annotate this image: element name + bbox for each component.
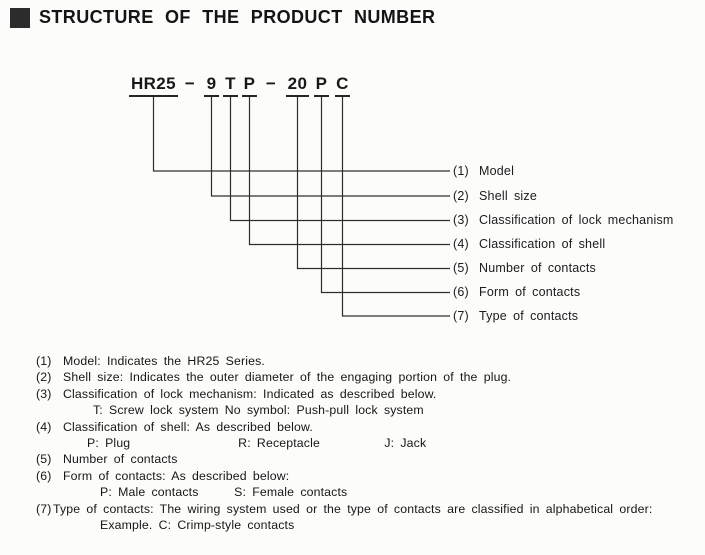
note-subitem: T: Screw lock system [93, 403, 219, 418]
note-body: Shell size: Indicates the outer diameter of the engaging portion of the plug. [63, 370, 512, 385]
code-segment-shell-size: 9 [204, 74, 219, 97]
diagram-label-shell-size [453, 188, 537, 205]
note-4-subitems [36, 435, 705, 451]
label-text: Form of contacts [479, 285, 581, 299]
diagram-label-lock-mechanism [453, 212, 674, 229]
connector-line-3 [231, 97, 451, 221]
code-segment-contact-type: C [335, 74, 350, 97]
code-segment-contact-count: 20 [286, 74, 309, 97]
connector-line-6 [322, 97, 451, 293]
note-body: Type of contacts: The wiring system used or the type of contacts are classified in alphabetical order: [53, 501, 653, 516]
note-number: (4) [36, 419, 52, 434]
diagram-label-contact-form [453, 284, 580, 301]
note-5 [36, 451, 705, 467]
note-body: Form of contacts: As described below: [63, 468, 290, 483]
note-subitem: P: Male contacts [100, 485, 199, 500]
note-1 [36, 353, 705, 369]
code-segment-separator: − [184, 74, 196, 93]
note-subitem: S: Female contacts [234, 485, 348, 500]
note-number: (5) [36, 452, 52, 467]
note-6-subitems [36, 484, 705, 500]
note-subitem: R: Receptacle [238, 436, 320, 451]
note-2 [36, 369, 705, 385]
label-number: (7) [453, 308, 469, 323]
note-body: Classification of shell: As described below. [63, 419, 313, 434]
connector-line-5 [298, 97, 451, 269]
note-number: (1) [36, 354, 52, 368]
note-7-subitems [36, 517, 705, 533]
note-3-subitems [36, 402, 705, 418]
connector-line-2 [212, 97, 451, 196]
code-segment-lock-mechanism: T [223, 74, 238, 97]
diagram-label-contact-count [453, 260, 596, 277]
note-7 [36, 501, 705, 517]
label-text: Number of contacts [479, 261, 596, 275]
label-number: (4) [453, 237, 469, 251]
note-number: (7) [36, 501, 52, 516]
note-6 [36, 468, 705, 484]
label-number: (2) [453, 188, 469, 203]
code-segment-separator: − [265, 74, 277, 93]
note-subitem: No symbol: Push-pull lock system [224, 403, 424, 418]
code-segment-model: HR25 [129, 74, 178, 97]
notes-block [36, 353, 705, 533]
note-subitem: J: Jack [384, 436, 427, 451]
note-3 [36, 386, 705, 402]
connector-line-7 [343, 97, 451, 316]
label-text: Classification of shell [479, 237, 606, 251]
label-number: (5) [453, 261, 469, 275]
note-number: (2) [36, 370, 52, 385]
label-text: Shell size [479, 188, 537, 203]
connector-line-1 [154, 97, 451, 171]
label-text: Model [479, 163, 515, 178]
page-title: STRUCTURE OF THE PRODUCT NUMBER [39, 7, 436, 27]
label-number: (6) [453, 285, 469, 299]
diagram-label-model [453, 163, 514, 180]
diagram-label-shell-class [453, 236, 605, 253]
note-subitem: Example. C: Crimp-style contacts [100, 518, 295, 533]
label-text: Type of contacts [479, 308, 579, 323]
label-text: Classification of lock mechanism [479, 213, 674, 227]
label-number: (1) [453, 163, 469, 178]
diagram-label-contact-type [453, 308, 578, 325]
note-body: Classification of lock mechanism: Indicated as described below. [63, 386, 437, 401]
note-4 [36, 419, 705, 435]
note-subitem: P: Plug [87, 436, 131, 451]
note-body: Model: Indicates the HR25 Series. [63, 354, 265, 368]
note-number: (3) [36, 386, 52, 401]
note-number: (6) [36, 468, 52, 483]
note-body: Number of contacts [63, 452, 178, 467]
label-number: (3) [453, 213, 469, 227]
code-segment-contact-form: P [314, 74, 329, 97]
code-segment-shell-class: P [242, 74, 257, 97]
